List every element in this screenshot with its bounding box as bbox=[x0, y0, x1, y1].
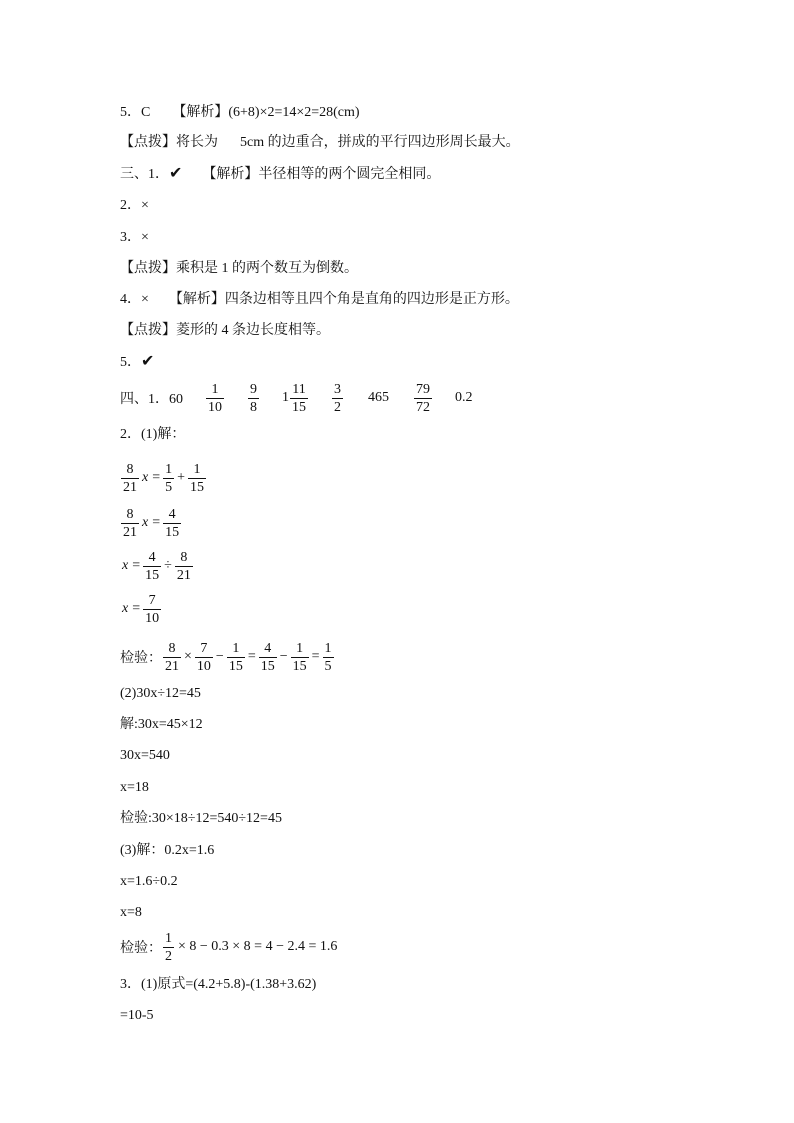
operator: ÷ bbox=[164, 558, 172, 573]
tip-tag: 【点拨】 bbox=[120, 323, 176, 338]
question-number: 4． bbox=[120, 292, 141, 307]
check-label: 检验： bbox=[120, 651, 162, 666]
part-3-step-2: x=8 bbox=[120, 905, 142, 920]
tip-text: 菱形的 4 条边长度相等。 bbox=[176, 323, 330, 338]
check-mark-icon: ✔ bbox=[141, 353, 155, 370]
question-number: 5． bbox=[120, 355, 141, 370]
operator: = bbox=[132, 601, 141, 616]
fraction: $\frac{4}{15}$ bbox=[165, 506, 180, 540]
analysis-text: (6+8)×2=14×2=28(cm) bbox=[228, 105, 360, 120]
analysis-text: 四条边相等且四个角是直角的四边形是正方形。 bbox=[224, 292, 519, 307]
question-head: 2．(1)解： bbox=[120, 427, 186, 442]
operator: = bbox=[152, 515, 161, 530]
fraction: $\frac{11}{15}$ bbox=[292, 381, 306, 415]
section-4-q2-head bbox=[120, 425, 185, 445]
question-number: 2． bbox=[120, 198, 141, 213]
cross-mark: × bbox=[141, 292, 149, 307]
section-3-q3 bbox=[120, 228, 149, 248]
fraction: $\frac{1}{5}$ bbox=[165, 461, 173, 495]
tip-text-pre: 将长为 bbox=[176, 135, 218, 150]
part-3-head: (3)解：0.2x=1.6 bbox=[120, 843, 215, 858]
equation-step-1 bbox=[120, 458, 207, 498]
check-mark-icon: ✔ bbox=[169, 165, 183, 182]
part-3-step-1: x=1.6÷0.2 bbox=[120, 874, 178, 889]
part-2-step-1: 解:30x=45×12 bbox=[120, 717, 203, 732]
operator: − bbox=[279, 649, 288, 664]
value: 0.2 bbox=[455, 390, 473, 405]
fraction: $\frac{9}{8}$ bbox=[250, 381, 257, 415]
equation-step-3 bbox=[120, 546, 194, 586]
cross-mark: × bbox=[141, 198, 149, 213]
fraction: $\frac{1}{15}$ bbox=[228, 640, 243, 674]
fraction: $\frac{8}{21}$ bbox=[123, 461, 137, 495]
fraction: $\frac{4}{15}$ bbox=[260, 640, 275, 674]
tip-tag: 【点拨】 bbox=[120, 261, 176, 276]
operator: = bbox=[311, 649, 320, 664]
fraction: $\frac{79}{72}$ bbox=[416, 381, 430, 415]
equation-step-4 bbox=[120, 589, 162, 629]
tip-text-post: 5cm 的边重合，拼成的平行四边形周长最大。 bbox=[240, 135, 520, 150]
operator: = bbox=[152, 470, 161, 485]
section-4-q3-line1: 3．(1)原式=(4.2+5.8)-(1.38+3.62) bbox=[120, 977, 317, 992]
variable: x bbox=[142, 515, 149, 530]
cross-mark: × bbox=[141, 230, 149, 245]
fraction: $\frac{8}{21}$ bbox=[176, 549, 191, 583]
tip-text: 乘积是 1 的两个数互为倒数。 bbox=[176, 261, 358, 276]
fraction: $\frac{1}{2}$ bbox=[165, 930, 172, 964]
check-label: 检验： bbox=[120, 941, 162, 956]
fraction: $\frac{1}{15}$ bbox=[190, 461, 205, 495]
mixed-whole: 1 bbox=[282, 390, 289, 405]
section-3-q4 bbox=[120, 290, 519, 310]
fraction: $\frac{8}{21}$ bbox=[123, 506, 137, 540]
part-2-step-2: 30x=540 bbox=[120, 748, 170, 763]
tip-line bbox=[120, 259, 358, 279]
verification-1 bbox=[120, 637, 335, 677]
question-number: 5．C bbox=[120, 105, 151, 120]
analysis-text: 半径相等的两个圆完全相同。 bbox=[258, 167, 441, 182]
equation-step-2 bbox=[120, 503, 182, 543]
operator: × bbox=[184, 649, 192, 664]
analysis-tag: 【解析】 bbox=[168, 292, 225, 307]
tip-line bbox=[120, 133, 520, 153]
variable: x bbox=[122, 558, 129, 573]
analysis-tag: 【解析】 bbox=[202, 167, 259, 182]
variable: x bbox=[142, 470, 149, 485]
part-2-check: 检验:30×18÷12=540÷12=45 bbox=[120, 811, 282, 826]
question-number: 四、1．60 bbox=[120, 392, 183, 407]
section-4-q3-line2: =10-5 bbox=[120, 1008, 154, 1023]
fraction: $\frac{4}{15}$ bbox=[145, 549, 160, 583]
tip-tag: 【点拨】 bbox=[120, 135, 176, 150]
section-4-q1 bbox=[120, 378, 473, 418]
question-number: 三、1． bbox=[120, 167, 169, 182]
fraction: $\frac{1}{5}$ bbox=[324, 640, 332, 674]
fraction: $\frac{1}{10}$ bbox=[208, 381, 222, 415]
operator: = bbox=[247, 649, 256, 664]
tip-line bbox=[120, 321, 330, 341]
part-2-head: (2)30x÷12=45 bbox=[120, 686, 201, 701]
fraction: $\frac{1}{15}$ bbox=[292, 640, 307, 674]
operator: − bbox=[215, 649, 224, 664]
part-2-step-3: x=18 bbox=[120, 780, 149, 795]
operator: + bbox=[177, 470, 186, 485]
check-expression: × 8 − 0.3 × 8 = 4 − 2.4 = 1.6 bbox=[178, 939, 338, 954]
section-3-q2 bbox=[120, 196, 149, 216]
section-3-q5 bbox=[120, 352, 154, 373]
question-number: 3． bbox=[120, 230, 141, 245]
analysis-tag: 【解析】 bbox=[172, 105, 229, 120]
fraction: $\frac{3}{2}$ bbox=[334, 381, 341, 415]
part-3-check bbox=[120, 927, 337, 967]
fraction: $\frac{8}{21}$ bbox=[165, 640, 179, 674]
fraction: $\frac{7}{10}$ bbox=[196, 640, 211, 674]
fraction: $\frac{7}{10}$ bbox=[145, 592, 160, 626]
operator: = bbox=[132, 558, 141, 573]
variable: x bbox=[122, 601, 129, 616]
answer-5-line bbox=[120, 103, 360, 123]
section-3-q1 bbox=[120, 164, 440, 185]
value: 465 bbox=[368, 390, 389, 405]
